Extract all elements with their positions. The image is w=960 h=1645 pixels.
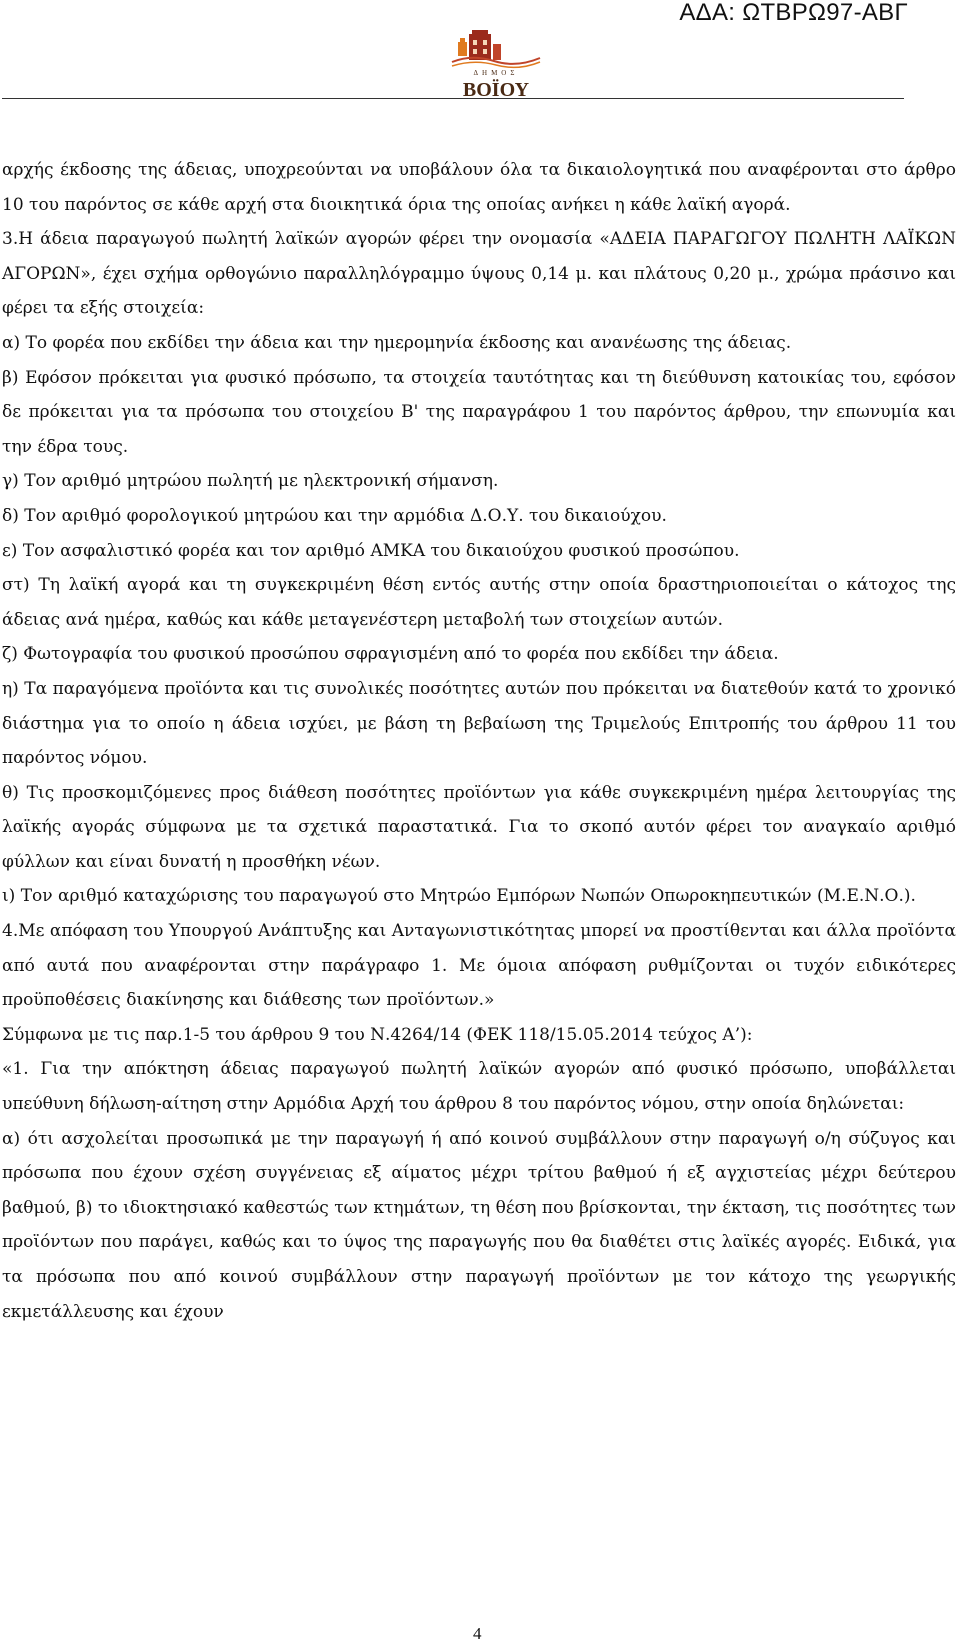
- paragraph: «1. Για την απόκτηση άδειας παραγωγού πωλητή λαϊκών αγορών από φυσικό πρόσωπο, υποβάλλεται υπεύθυνη δήλωση-αίτηση στην Αρμόδια Αρχή του άρθρου 8 του παρόντος νόμου, στην οποία δηλώνεται:: [2, 1059, 956, 1115]
- paragraph: α) ότι ασχολείται προσωπικά με την παραγωγή ή από κοινού συμβάλλουν στην παραγωγή ο/η σύζυγος και πρόσωπα που έχουν σχέση συγγένειας εξ αίματος μέχρι τρίτου βαθμού ή εξ αγχιστείας μέχρι δεύτερου βαθμού, β) το ιδιοκτησιακό καθεστώς των κτημάτων, τη θέση που βρίσκονται, την έκταση, τις ποσότητες των προϊόντων που παράγει, καθώς και το ύψος της παραγωγής που θα διαθέτει στις λαϊκές αγορές. Ειδικά, για τα πρόσωπα που από κοινού συμβάλλουν στην παραγωγή προϊόντων με τον κάτοχο της γεωργικής εκμετάλλευσης και έχουν: [2, 1128, 956, 1322]
- paragraph: ζ) Φωτογραφία του φυσικού προσώπου σφραγισμένη από το φορέα που εκδίδει την άδεια.: [2, 644, 779, 665]
- paragraph: α) Το φορέα που εκδίδει την άδεια και την ημερομηνία έκδοσης και ανανέωσης της άδειας.: [2, 332, 792, 353]
- paragraph: Σύμφωνα με τις παρ.1-5 του άρθρου 9 του Ν.4264/14 (ΦΕΚ 118/15.05.2014 τεύχος Α’):: [2, 1024, 753, 1045]
- paragraph: αρχής έκδοσης της άδειας, υποχρεούνται να υποβάλουν όλα τα δικαιολογητικά που αναφέρονται στο άρθρο 10 του παρόντος σε κάθε αρχή στα διοικητικά όρια της οποίας ανήκει η κάθε λαϊκή αγορά.: [2, 160, 956, 215]
- paragraph: 3.Η άδεια παραγωγού πωλητή λαϊκών αγορών φέρει την ονομασία «ΑΔΕΙΑ ΠΑΡΑΓΩΓΟΥ ΠΩΛΗΤΗ ΛΑΪΚΩΝ ΑΓΟΡΩΝ», έχει σχήμα ορθογώνιο παραλληλόγραμμο ύψους 0,14 μ. και πλάτους 0,20 μ., χρώμα πράσινο και φέρει τα εξής στοιχεία:: [2, 229, 956, 319]
- paragraph: ε) Τον ασφαλιστικό φορέα και τον αριθμό ΑΜΚΑ του δικαιούχου φυσικού προσώπου.: [2, 540, 740, 561]
- paragraph: η) Τα παραγόμενα προϊόντα και τις συνολικές ποσότητες αυτών που πρόκειται να διατεθούν κατά το χρονικό διάστημα για το οποίο η άδεια ισχύει, με βάση τη βεβαίωση της Τριμελούς Επιτροπής του άρθρου 11 του παρόντος νόμου.: [2, 678, 956, 769]
- ada-code: ΑΔΑ: ΩΤΒΡΩ97-ΑΒΓ: [679, 0, 908, 26]
- municipality-logo-graphic: [450, 30, 542, 100]
- svg-text:ΔΗΜΟΣ: ΔΗΜΟΣ: [473, 69, 519, 77]
- paragraph: 4.Με απόφαση του Υπουργού Ανάπτυξης και Ανταγωνιστικότητας μπορεί να προστίθενται και άλλα προϊόντα από αυτά που αναφέρονται στην παράγραφο 1. Με όμοια απόφαση ρυθμίζονται οι τυχόν ειδικότερες προϋποθέσεις διακίνησης και διάθεσης των προϊόντων.»: [2, 921, 956, 1011]
- paragraph: θ) Τις προσκομιζόμενες προς διάθεση ποσότητες προϊόντων για κάθε συγκεκριμένη ημέρα λειτουργίας της λαϊκής αγοράς σύμφωνα με τα σχετικά παραστατικά. Για το σκοπό αυτόν φέρει τον αναγκαίο αριθμό φύλλων και είναι δυνατή η προσθήκη νέων.: [2, 782, 956, 872]
- paragraph: β) Εφόσον πρόκειται για φυσικό πρόσωπο, τα στοιχεία ταυτότητας και τη διεύθυνση κατοικίας του, εφόσον δε πρόκειται για τα πρόσωπα του στοιχείου Β' της παραγράφου 1 του παρόντος άρθρου, την επωνυμία και την έδρα τους.: [2, 367, 956, 457]
- svg-text:ΒΟΪΟΥ: ΒΟΪΟΥ: [462, 79, 530, 100]
- document-body: [2, 153, 956, 1329]
- paragraph: στ) Τη λαϊκή αγορά και τη συγκεκριμένη θέση εντός αυτής στην οποία δραστηριοποιείται ο κάτοχος της άδειας ανά ημέρα, καθώς και κάθε μεταγενέστερη μεταβολή των στοιχείων αυτών.: [2, 575, 956, 630]
- page-number: 4: [473, 1624, 482, 1643]
- paragraph: γ) Τον αριθμό μητρώου πωλητή με ηλεκτρονική σήμανση.: [2, 471, 499, 492]
- header-divider: [2, 98, 904, 99]
- paragraph: δ) Τον αριθμό φορολογικού μητρώου και την αρμόδια Δ.Ο.Υ. του δικαιούχου.: [2, 505, 667, 526]
- municipality-logo: [450, 30, 542, 100]
- paragraph: ι) Τον αριθμό καταχώρισης του παραγωγού στο Μητρώο Εμπόρων Νωπών Οπωροκηπευτικών (Μ.Ε.Ν.Ο.).: [2, 886, 916, 907]
